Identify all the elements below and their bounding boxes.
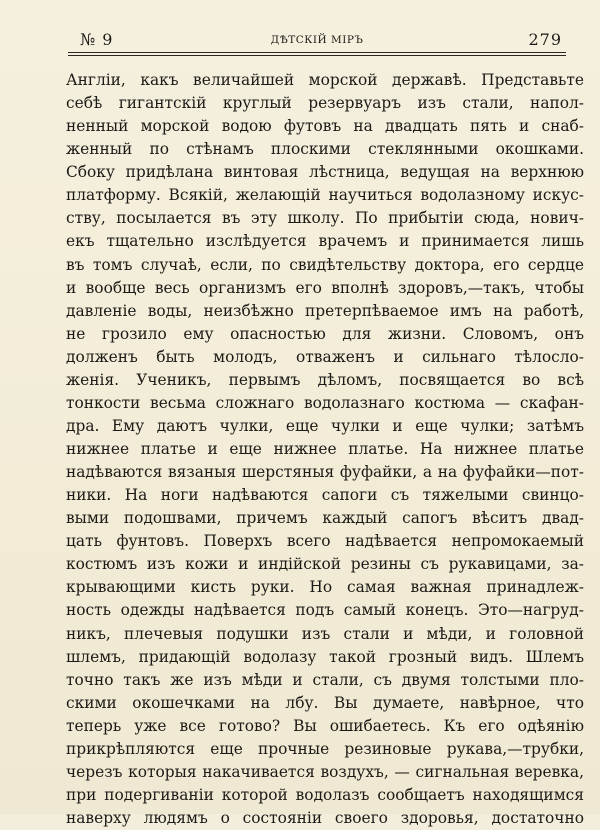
text-line: ники. На ноги надѣваются сапоги съ тяжелыми свинцо- [66,486,584,505]
running-header [68,28,566,50]
text-line: шлемъ, придающій водолазу такой грозный видъ. Шлемъ [66,647,584,666]
text-line: женный по стѣнамъ плоскими стеклянными окошками. [66,140,584,159]
text-line: выми подошвами, причемъ каждый сапогъ вѣситъ двад- [66,509,584,528]
text-line: теперь уже все готово? Вы ошибаетесь. Къ его одѣянію [66,716,584,735]
text-line: Сбоку придѣлана винтовая лѣстница, ведущая на верхнюю [66,163,584,182]
header-rule-secondary [68,55,566,56]
text-line: ность одежды надѣвается подъ самый конецъ. Это—нагруд- [66,601,584,620]
text-line: Англіи, какъ величайшей морской державѣ. Представьте [66,71,584,89]
issue-number: № 9 [80,30,114,49]
body-text [66,69,584,830]
journal-title: ДѢТСКІЙ МІРЪ [270,34,364,46]
text-line: давленіе воды, неизбѣжно претерпѣваемое имъ на работѣ, [66,301,584,320]
text-line: при подергиваніи которой водолазъ сообщаетъ находящимся [66,785,584,804]
text-line: ству, посылается въ эту школу. По прибытіи сюда, нович- [66,209,584,228]
text-line: крывающими кисть руки. Но самая важная принадлеж- [66,578,584,597]
text-line: ненный морской водою футовъ на двадцать пять и снаб- [66,117,584,136]
text-line: цать фунтовъ. Поверхъ всего надѣвается непромокаемый [66,532,584,551]
text-line: долженъ быть молодъ, отваженъ и сильнаго тѣлосло- [66,347,584,366]
page-number: 279 [528,30,562,49]
text-line: тонкости весьма сложнаго водолазнаго костюма — скафан- [66,393,584,412]
text-line: костюмъ изъ кожи и индійской резины съ рукавицами, за- [66,555,584,574]
text-line: точно такъ же изъ мѣди и стали, съ двумя толстыми пло- [66,670,584,689]
header-rule [68,52,566,53]
text-line: наверху людямъ о состояніи своего здоровья, достаточно [66,809,584,827]
text-line: никъ, плечевыя подушки изъ стали и мѣди, и головной [66,624,584,643]
text-line: не грозило ему опасностью для жизни. Словомъ, онъ [66,324,584,343]
text-line: себѣ гигантскій круглый резервуаръ изъ стали, напол- [66,94,584,113]
text-line: черезъ которыя накачивается воздухъ, — сигнальная веревка, [66,762,584,781]
text-line: нижнее платье и еще нижнее платье. На нижнее платье [66,440,584,458]
text-line: и вообще весь организмъ его вполнѣ здоровъ,—такъ, чтобы [66,278,584,297]
text-line: екъ тщательно изслѣдуется врачемъ и принимается лишь [66,232,584,251]
text-line: въ томъ случаѣ, если, по свидѣтельству доктора, его сердце [66,255,584,274]
text-line: женія. Ученикъ, первымъ дѣломъ, посвящается во всѣ [66,370,584,389]
text-line: платформу. Всякій, желающій научиться водолазному искус- [66,186,584,205]
text-line: надѣваются вязаныя шерстяныя фуфайки, а на фуфайки—пот- [66,463,584,482]
text-line: скими окошечками на лбу. Вы думаете, навѣрное, что [66,693,584,712]
text-line: прикрѣпляются еще прочные резиновые рукава,—трубки, [66,739,584,758]
text-line: дра. Ему даютъ чулки, еще чулки и еще чулки; затѣмъ [66,416,584,435]
